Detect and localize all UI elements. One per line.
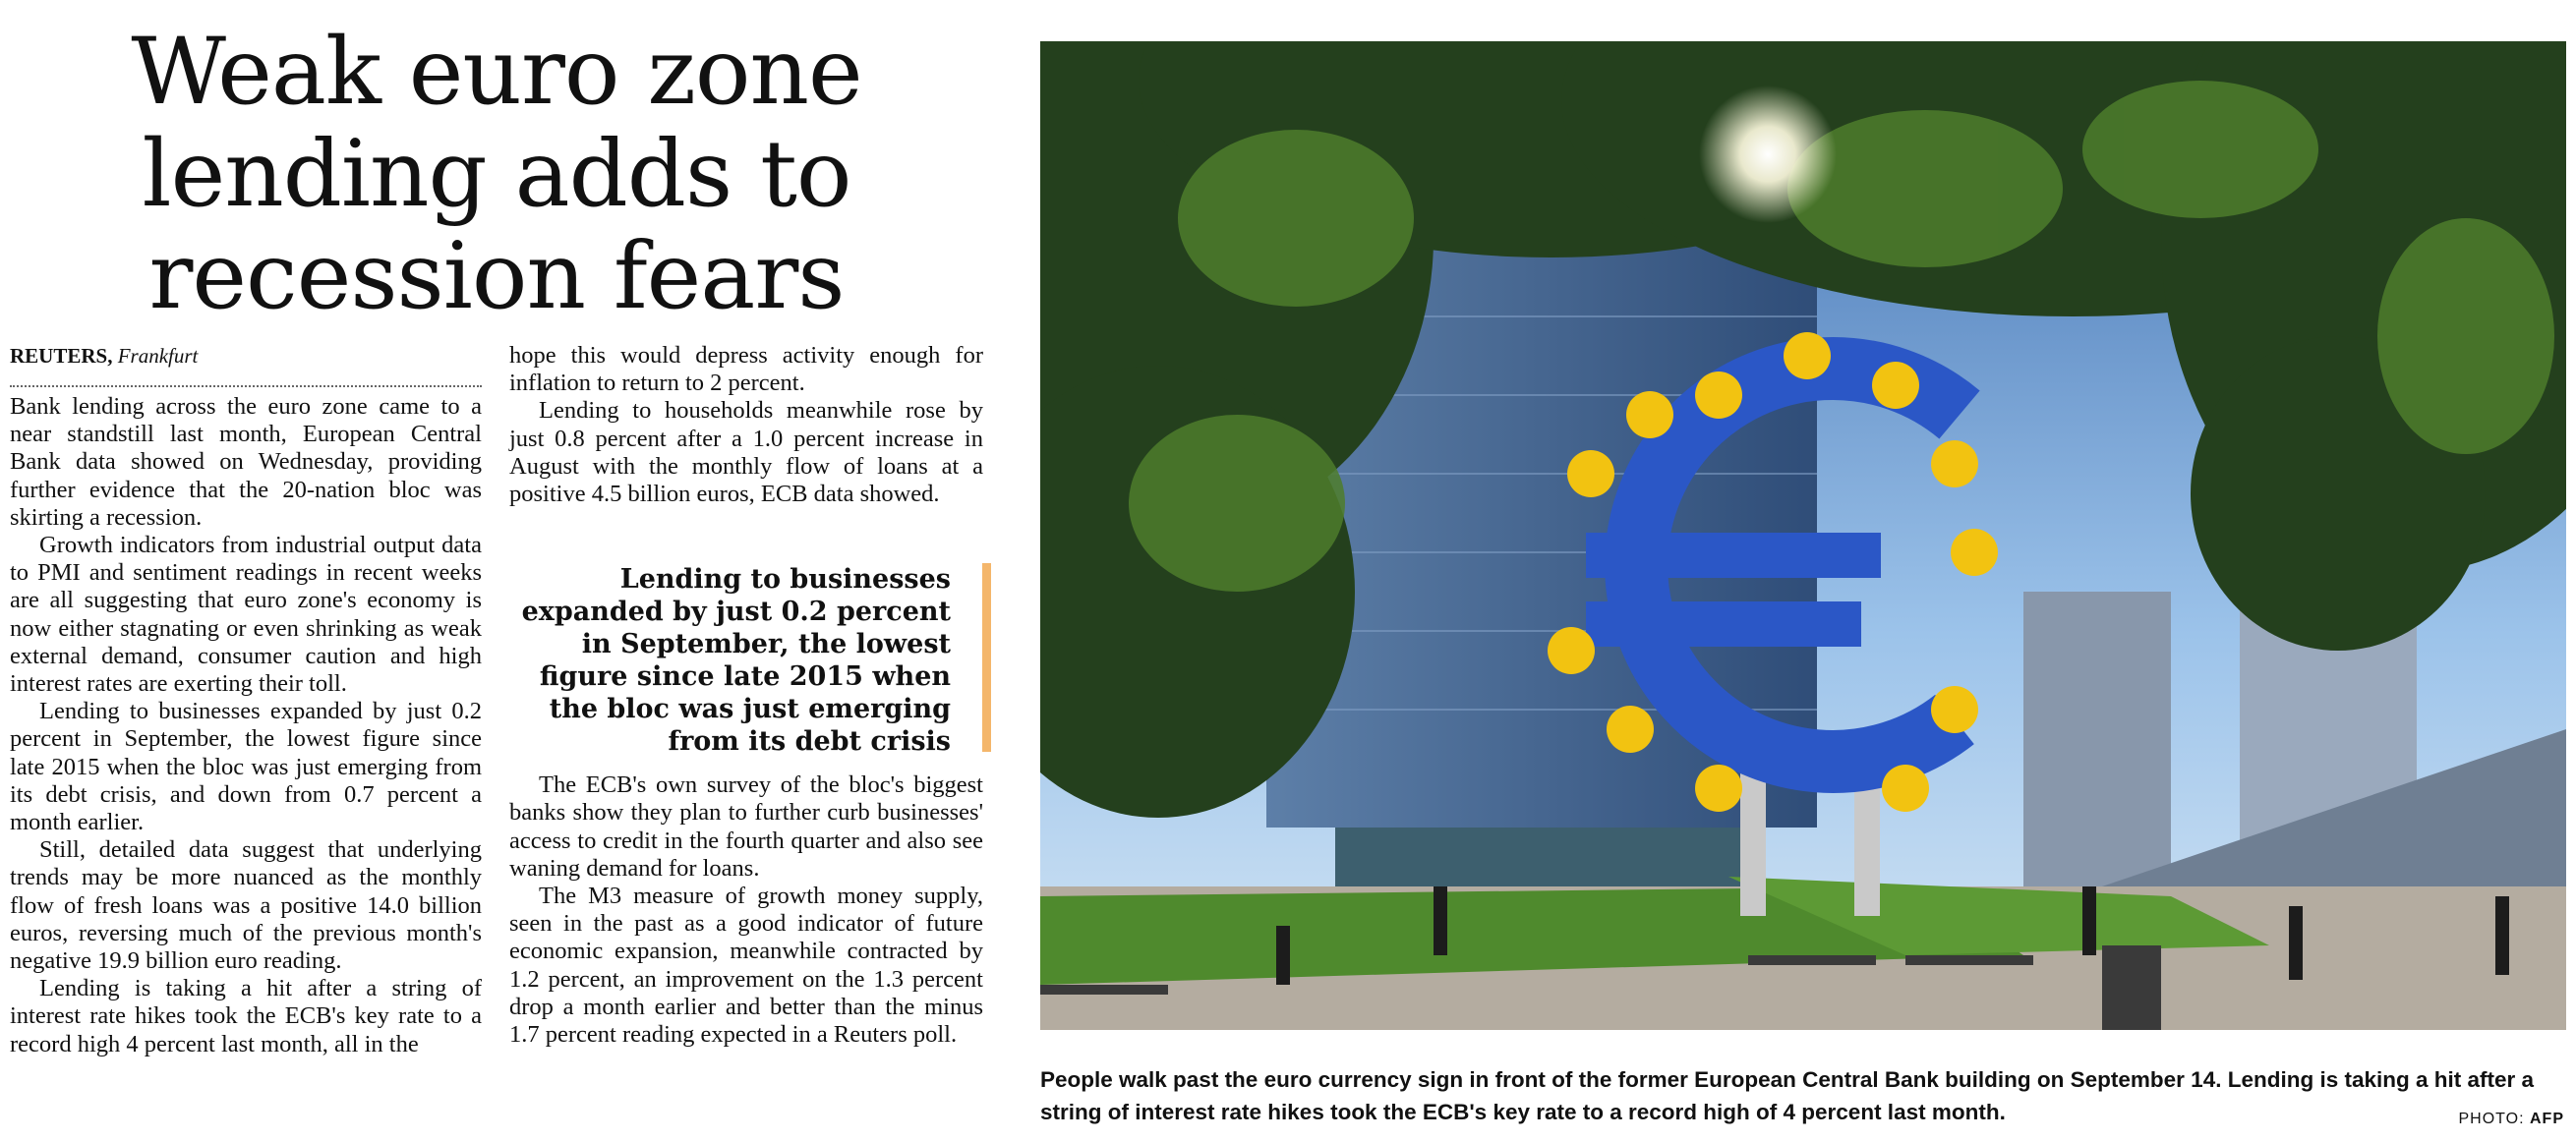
paragraph: Lending is taking a hit after a string of interest rate hikes took the ECB's key rate to a record high 4 percent last month, all in the xyxy=(10,975,482,1057)
article-column-1 xyxy=(10,393,482,1058)
headline-line-2: lending adds to xyxy=(142,121,851,228)
headline xyxy=(29,19,964,330)
paragraph: Bank lending across the euro zone came to a near standstill last month, European Central Bank data showed on Wednesday, providing further evidence that the 20-nation bloc was skirting a recession. xyxy=(10,393,482,531)
paragraph: Still, detailed data suggest that underlying trends may be more nuanced as the monthly flow of fresh loans was a positive 14.0 billion euros, reversing much of the previous month's negative 19.9 billion euro reading. xyxy=(10,836,482,975)
byline-city: Frankfurt xyxy=(117,344,199,368)
paragraph: Lending to households meanwhile rose by just 0.8 percent after a 1.0 percent increase in August with the monthly flow of loans at a positive 4.5 billion euros, ECB data showed. xyxy=(509,397,983,508)
headline-line-3: recession fears xyxy=(148,223,845,330)
headline-line-1: Weak euro zone xyxy=(131,19,862,126)
paragraph: Lending to businesses expanded by just 0.2 percent in September, the lowest figure since late 2015 when the bloc was just emerging from its debt crisis, and down from 0.7 percent a month earlier. xyxy=(10,698,482,836)
paragraph: The M3 measure of growth money supply, seen in the past as a good indicator of future economic expansion, meanwhile contracted by 1.2 percent, an improvement on the 1.3 percent drop a month earlier and better than the minus 1.7 percent reading expected in a Reuters poll. xyxy=(509,883,983,1049)
paragraph: The ECB's own survey of the bloc's biggest banks show they plan to further curb businesses' access to credit in the fourth quarter and also see waning demand for loans. xyxy=(509,771,983,882)
paragraph: Growth indicators from industrial output data to PMI and sentiment readings in recent weeks are all suggesting that euro zone's economy is now either stagnating or even shrinking as weak external demand, consumer caution and high interest rates are exerting their toll. xyxy=(10,532,482,698)
photo-credit xyxy=(2459,1111,2565,1128)
paragraph: hope this would depress activity enough for inflation to return to 2 percent. xyxy=(509,342,983,397)
pull-quote: Lending to businesses expanded by just 0.2 percent in September, the lowest figure since late 2015 when the bloc was just emerging from its debt crisis xyxy=(509,563,991,752)
photo-caption: People walk past the euro currency sign in front of the former European Central Bank building on September 14. Lending is taking a hit after a string of interest rate hikes took the ECB's key rate to a record high of 4 percent last month. xyxy=(1040,1067,2535,1124)
byline xyxy=(10,342,482,387)
news-photo xyxy=(1040,41,2566,1030)
photo-credit-source: AFP xyxy=(2530,1111,2564,1127)
byline-agency: REUTERS, xyxy=(10,344,113,368)
photo-credit-label: PHOTO: xyxy=(2458,1111,2525,1127)
